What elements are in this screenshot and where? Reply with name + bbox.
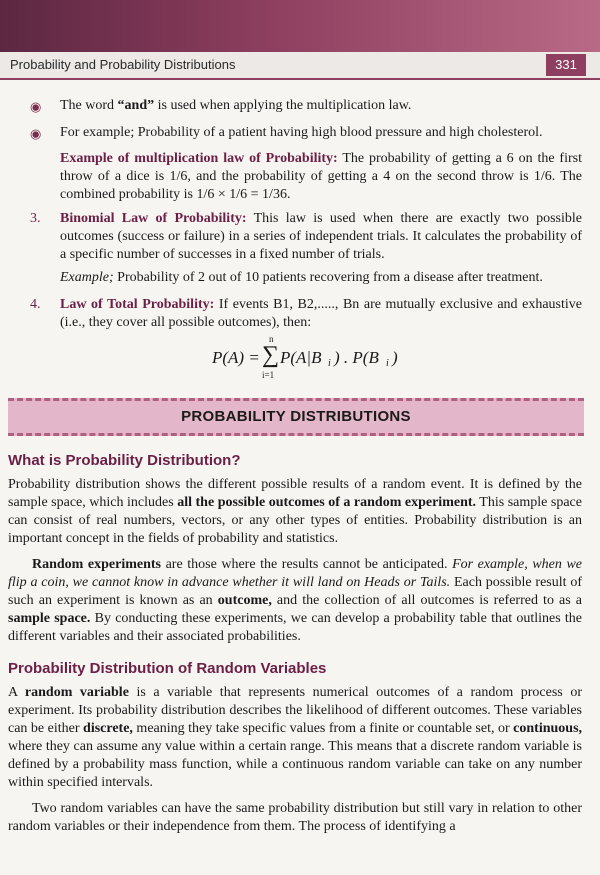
bullet-item: ◉ The word “and” is used when applying the multiplication law.	[30, 98, 412, 114]
bullet-item: ◉ For example; Probability of a patient having high blood pressure and high cholesterol.	[30, 125, 543, 141]
paragraph: A random variable is a variable that represents numerical outcomes of a random process or experiment. Its probability distribution describes the likelihood of different outcomes. These variables can be either discrete, meaning they take specific values from a finite or countable set, or continuous, where they can assume any value within a certain range. This means that a discrete random variable is defined by a probability mass function, while a continuous random variable can take on any number within specified intervals.	[8, 685, 583, 790]
section-banner: PROBABILITY DISTRIBUTIONS	[8, 398, 584, 436]
heading-what-is-probability-distribution: What is Probability Distribution?	[8, 452, 241, 469]
total-probability-item: 4. Law of Total Probability: If events B1, B2,....., Bn are mutually exclusive and exhaustive (i.e., they cover all possible outcomes), then:	[30, 297, 582, 330]
paragraph: Random experiments are those where the results cannot be anticipated. For example, when we flip a coin, we cannot know in advance whether it will land on Heads or Tails. Each possible result of such an experiment is known as an outcome, and the collection of all outcomes is referred to as a sample space. By conducting these experiments, we can develop a probability table that outlines the different variables and their associated probabilities.	[8, 557, 583, 644]
paragraph: Two random variables can have the same probability distribution but still vary in relation to other random variables or their independence from them. The process of identifying a	[8, 801, 582, 834]
paragraph: Probability distribution shows the different possible results of a random event. It is defined by the sample space, which includes all the possible outcomes of a random experiment. This sample space can consist of real numbers, vectors, or any other types of entities. Probability distribution is an important concept in the fields of probability and statistics.	[8, 477, 582, 546]
binomial-example: Example; Probability of 2 out of 10 patients recovering from a disease after treatment.	[60, 270, 543, 285]
heading-random-variables: Probability Distribution of Random Variables	[8, 660, 327, 677]
decorative-header-band	[0, 0, 600, 52]
chapter-title: Probability and Probability Distributions	[10, 57, 236, 72]
page-number: 331	[546, 54, 586, 76]
total-probability-formula: P(A) = n ∑ i=1 P(A|B i ) . P(B i )	[212, 334, 398, 380]
example-multiplication: Example of multiplication law of Probability: The probability of getting a 6 on the first throw of a dice is 1/6, and the probability of getting a 4 on the second throw is 1/6. The combined probability is 1/6 × 1/6 = 1/36.	[60, 151, 582, 202]
binomial-law-item: 3. Binomial Law of Probability: This law is used when there are exactly two possible outcomes (success or failure) in a series of independent trials. It calculates the probability of a specific number of successes in a fixed number of trials.	[30, 211, 582, 262]
running-header	[0, 52, 600, 80]
bullet-icon: ◉	[30, 99, 42, 114]
bullet-icon: ◉	[30, 126, 42, 141]
